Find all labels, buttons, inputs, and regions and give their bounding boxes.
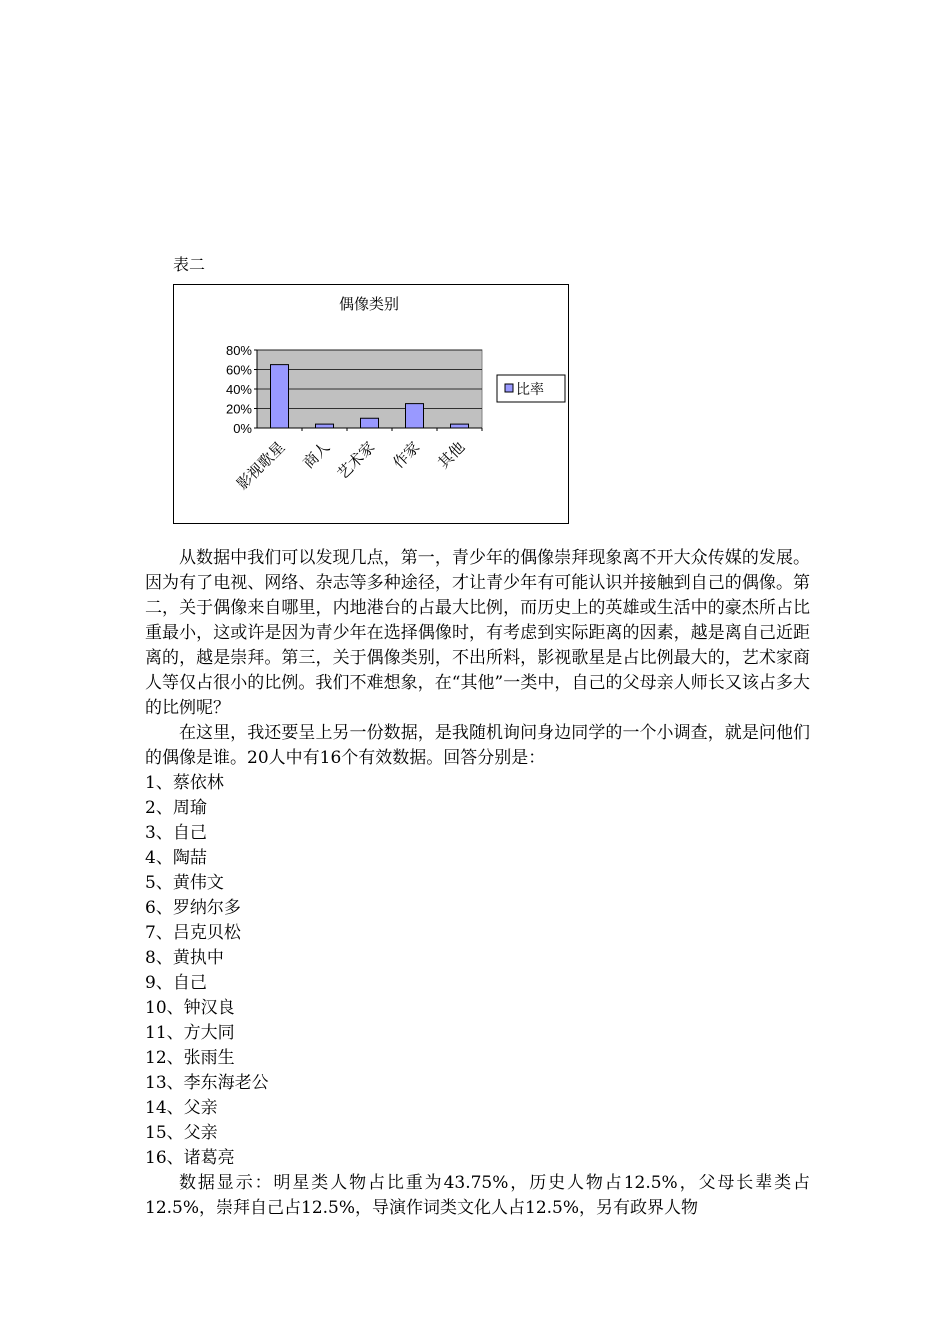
chart-svg bbox=[174, 285, 568, 523]
bar-3 bbox=[361, 418, 379, 428]
list-item: 5、黄伟文 bbox=[145, 873, 224, 893]
bar-5 bbox=[451, 424, 469, 428]
paragraph-findings: 从数据中我们可以发现几点，第一，青少年的偶像崇拜现象离不开大众传媒的发展。因为有了电视、网络、杂志等多种途径，才让青少年有可能认识并接触到自己的偶像。第二，关于偶像来自哪里，内地港台的占最大比例，而历史上的英雄或生活中的豪杰所占比重最小，这或许是因为青少年在选择偶像时，有考虑到实际距离的因素，越是离自己近距离的，越是崇拜。第三，关于偶像类别，不出所料，影视歌星是占比例最大的，艺术家商人等仅占很小的比例。我们不难想象，在“其他”一类中，自己的父母亲人师长又该占多大的比例呢？ bbox=[145, 548, 810, 718]
list-item: 11、方大同 bbox=[145, 1023, 235, 1043]
list-item: 7、吕克贝松 bbox=[145, 923, 241, 943]
body-text bbox=[145, 546, 810, 1221]
list-item: 2、周瑜 bbox=[145, 798, 207, 818]
y-tick-label: 40% bbox=[225, 382, 252, 397]
list-item: 12、张雨生 bbox=[145, 1048, 235, 1068]
list-item: 8、黄执中 bbox=[145, 948, 224, 968]
list-item: 16、诸葛亮 bbox=[145, 1148, 235, 1168]
y-tick-label: 80% bbox=[225, 343, 252, 358]
y-tick-label: 20% bbox=[225, 401, 252, 417]
y-tick-label: 0% bbox=[233, 421, 252, 436]
legend-label: 比率 bbox=[516, 381, 544, 397]
list-item: 14、父亲 bbox=[145, 1098, 218, 1118]
idol-category-chart bbox=[173, 284, 569, 524]
list-item: 3、自己 bbox=[145, 823, 207, 843]
list-item: 10、钟汉良 bbox=[145, 998, 235, 1018]
bar-1 bbox=[271, 365, 289, 428]
x-tick-label: 艺术家 bbox=[334, 438, 379, 483]
y-tick-label: 60% bbox=[225, 362, 252, 378]
x-tick-label: 影视歌星 bbox=[233, 438, 289, 494]
x-tick-label: 其他 bbox=[435, 438, 469, 473]
bar-4 bbox=[406, 404, 424, 428]
answer-list bbox=[145, 771, 810, 1171]
table-caption: 表二 bbox=[173, 255, 206, 274]
bar-2 bbox=[316, 424, 334, 428]
x-tick-label: 作家 bbox=[390, 438, 424, 473]
x-tick-label: 商人 bbox=[300, 438, 334, 473]
paragraph-survey-intro: 在这里，我还要呈上另一份数据，是我随机询问身边同学的一个小调查，就是问他们的偶像是谁。20人中有16个有效数据。回答分别是： bbox=[145, 723, 810, 768]
legend-swatch bbox=[505, 384, 513, 392]
chart-title: 偶像类别 bbox=[338, 296, 400, 313]
list-item: 13、李东海老公 bbox=[145, 1073, 269, 1093]
list-item: 15、父亲 bbox=[145, 1123, 218, 1143]
list-item: 9、自己 bbox=[145, 973, 207, 993]
paragraph-data-summary: 数据显示：明星类人物占比重为43.75%，历史人物占12.5%，父母长辈类占12.5%，崇拜自己占12.5%，导演作词类文化人占12.5%，另有政界人物 bbox=[145, 1173, 810, 1218]
list-item: 4、陶喆 bbox=[145, 848, 207, 868]
list-item: 1、蔡依林 bbox=[145, 773, 224, 793]
list-item: 6、罗纳尔多 bbox=[145, 898, 241, 918]
